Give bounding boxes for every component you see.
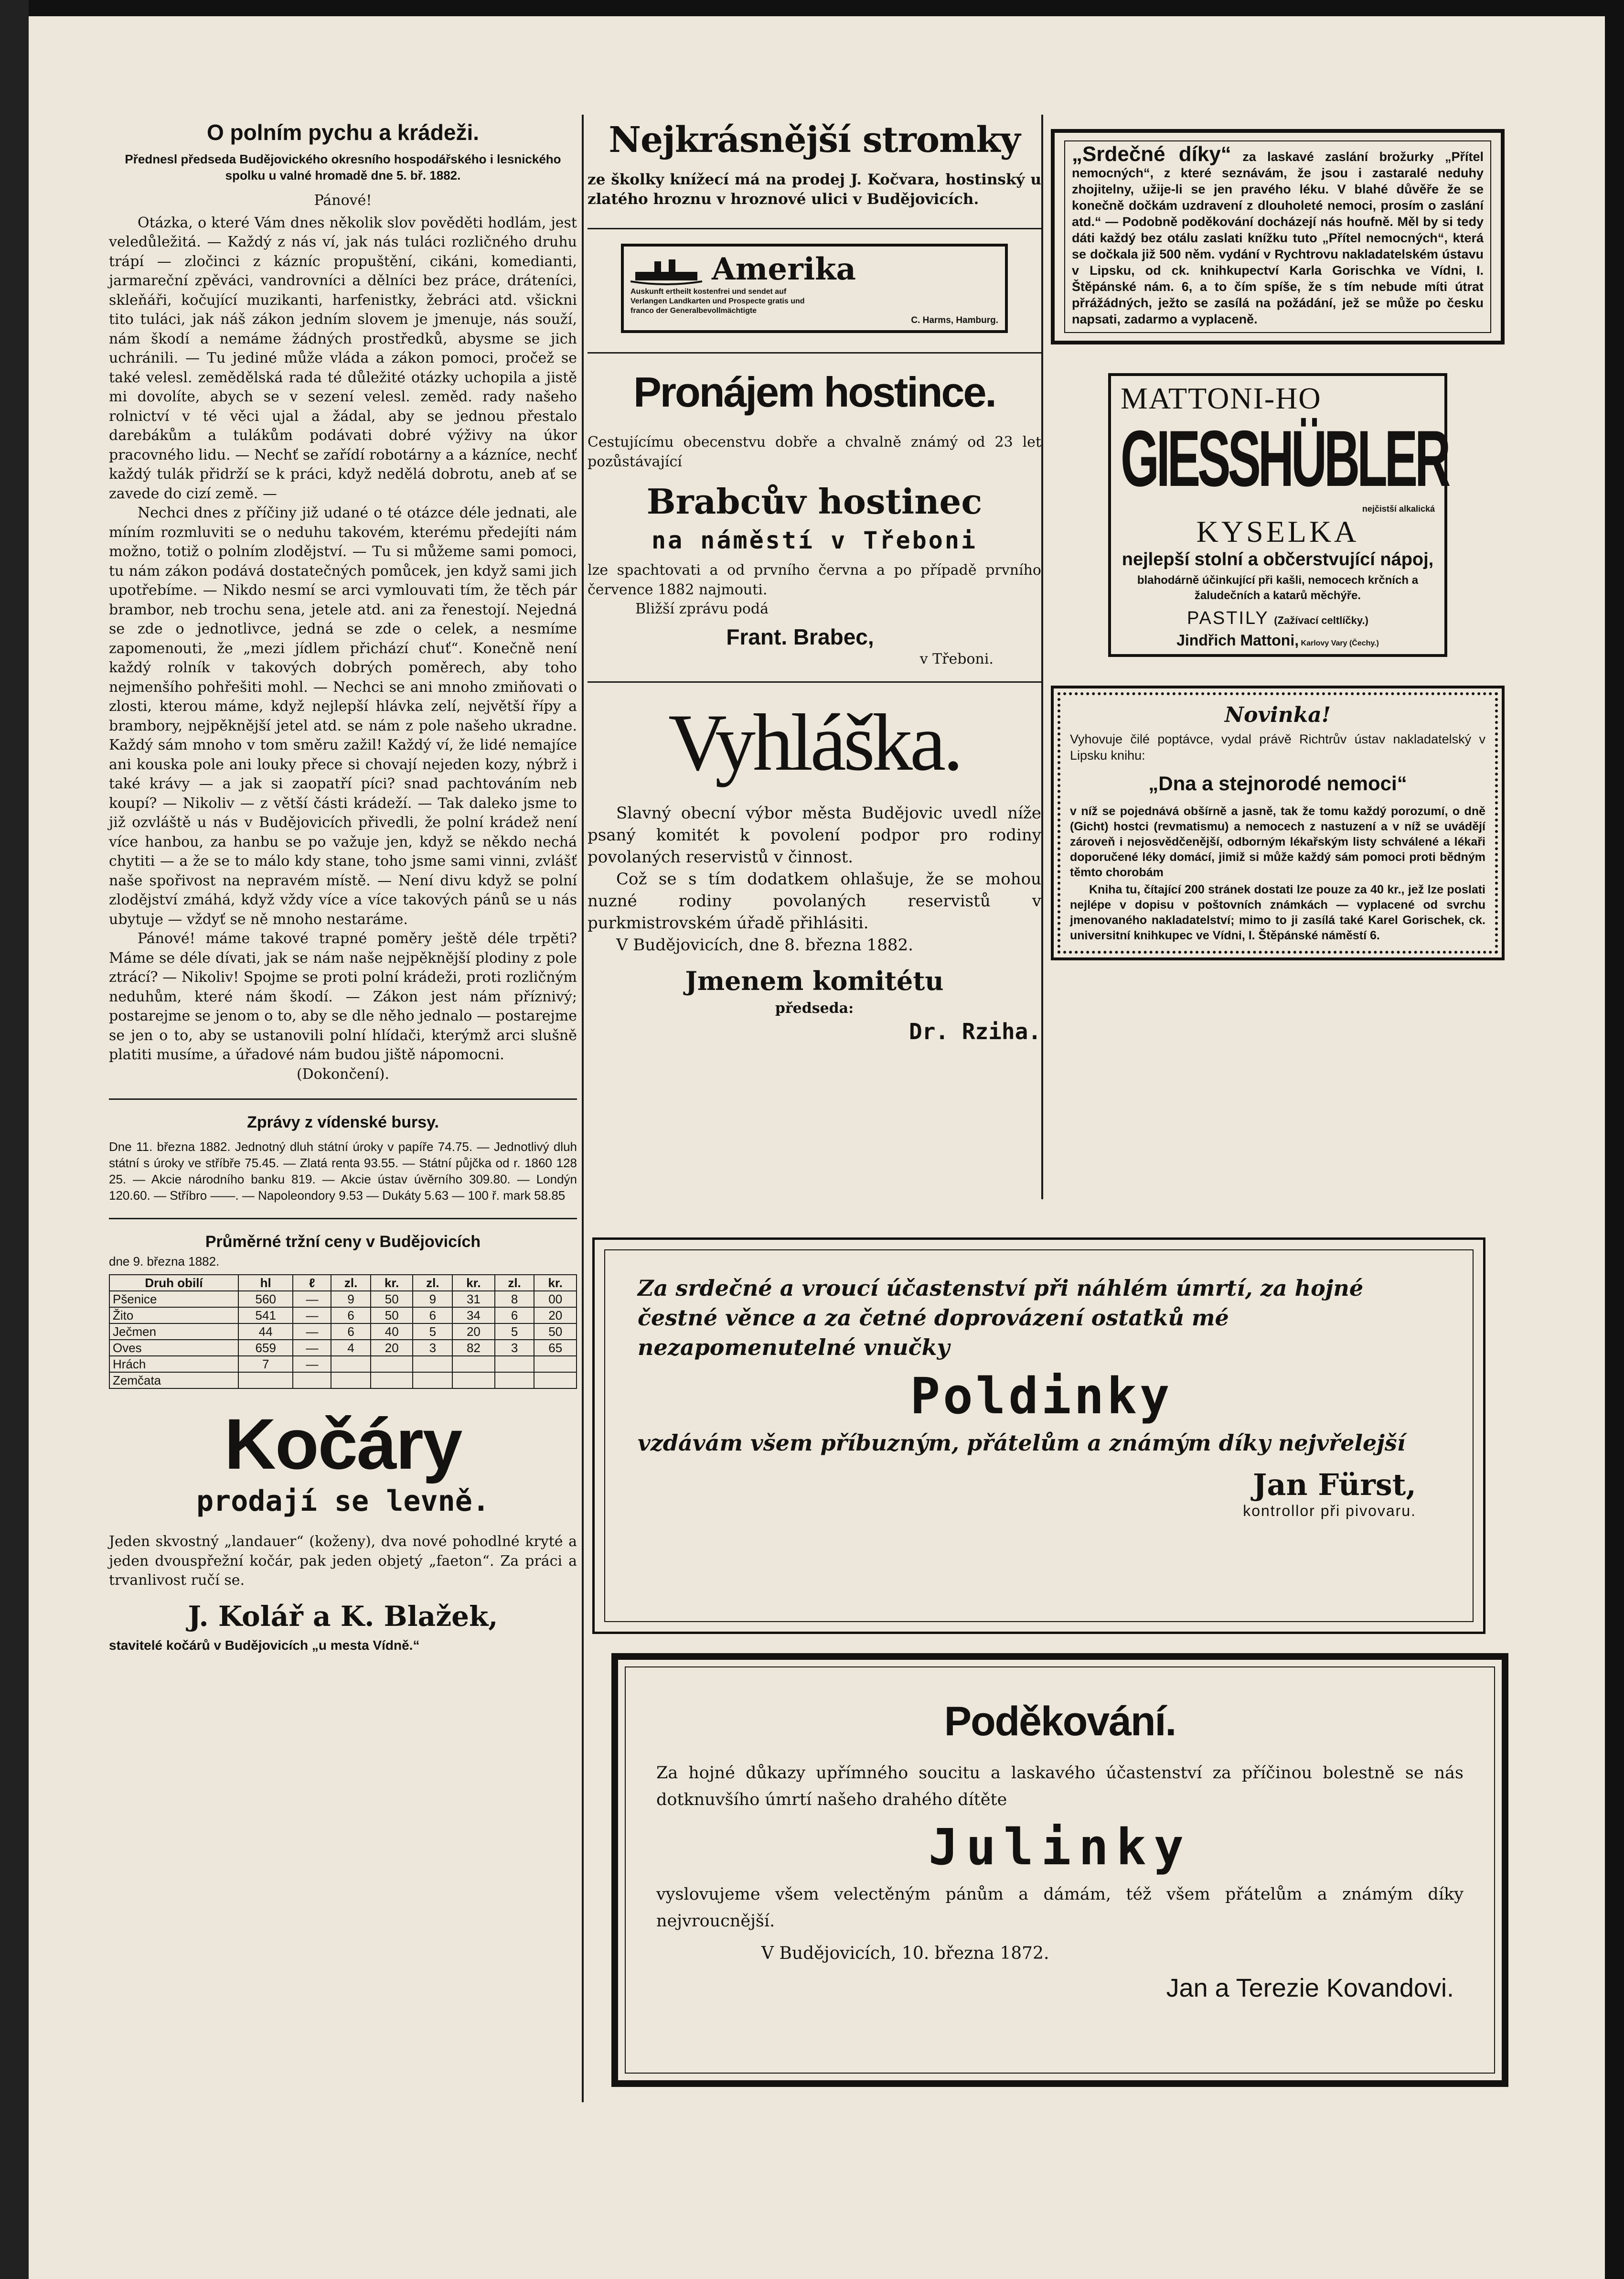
scan-edge-left <box>0 0 29 2279</box>
prices-cell: 4 <box>331 1340 371 1356</box>
prices-body <box>109 1291 577 1388</box>
divider <box>588 228 1041 229</box>
prices-cell: 44 <box>238 1323 293 1340</box>
prices-cell: 31 <box>452 1291 495 1307</box>
amerika-title: Amerika <box>712 251 856 287</box>
prices-cell: 659 <box>238 1340 293 1356</box>
column-rule-left <box>582 115 584 2102</box>
prices-cell <box>238 1372 293 1388</box>
vyhlaska-committee: Jmenem komitétu <box>685 966 944 996</box>
prices-cell: 20 <box>371 1340 413 1356</box>
divider <box>588 352 1041 354</box>
steamship-icon <box>630 253 702 286</box>
poldinky-text: Za srdečné a vroucí účastenství při náhlém úmrtí, za hojné čestné věnce a za četné doprovázení ostatků mé nezapomenutelné vnučky <box>638 1275 1364 1360</box>
prices-cell: 9 <box>331 1291 371 1307</box>
mattoni-slogan: nejlepší stolní a občerstvující nápoj, <box>1122 549 1434 570</box>
prices-cell: 6 <box>331 1307 371 1323</box>
article-paragraph: Pánové! máme takové trapné poměry ještě déle trpěti? Máme se déle dívati, jak se nám naše nejpěknější plodiny z pole ztrácí? — Nikoliv! Spojme se proti polní krádeži, proti rozličným neduhům, které nám škodí. — Zákon jest nám příznivý; postarejme se jenom o to, aby se dle něho jednalo — postarejme se jen o to, aby se ustanovili polní hlídači, kterýmž arci slušně platiti musíme, a úřadové nám budou jiště nápomocni. <box>109 930 577 1063</box>
prices-table <box>109 1274 577 1389</box>
kocary-firm: J. Kolář a K. Blažek, <box>188 1600 498 1633</box>
prices-header: kr. <box>371 1275 413 1291</box>
mattoni-maker: Jindřich Mattoni, <box>1176 632 1299 649</box>
prices-cell: 5 <box>495 1323 534 1340</box>
srdecne-body <box>1072 142 1484 327</box>
prices-cell: 3 <box>413 1340 452 1356</box>
julinky-date: V Budějovicích, 10. března 1872. <box>761 1944 1049 1963</box>
article-paragraph: Otázka, o které Vám dnes několik slov pověděti hodlám, jest veledůležitá. — Každý z nás ví, jak nás tuláci rozličného druhu trápí — zločinci z kázníc propuštění, cikáni, komedianti, jarmareční zpěváci, vandrovníci a dělníci bez práce, dráteníci, skleňáři, kočující muzikanti, harfenistky, žebráci atd. všickni tito tuláci, jak náš zákon jedním slovem je jmenuje, nás souží, nám škodí a nemáme žádných prostředků, abysme se jich uchránili. — Tu jediné může vláda a zákon pomoci, pročež se také velesl. zemědělská rada té důležité otázky uchopila a jistě mi dovolíte, abych se v sezení velesl. zeměd. rady našeho rolnictví v té věci ujal a žádal, aby se jednou přestalo darebákům a tulákům podávati dobré výživy na úkor pracovného lidu. — Nechť se zařídí robotárny a a kázníce, nechť každý tulák přidrží se k práci, když nedělá dobrotu, aneb ať se zavede do cizí země. — <box>109 214 577 502</box>
prices-cell: 541 <box>238 1307 293 1323</box>
prices-cell: 6 <box>413 1307 452 1323</box>
prices-row <box>109 1323 577 1340</box>
article-salutation: Pánové! <box>314 192 372 209</box>
julinky-name: Julinky <box>928 1818 1192 1876</box>
prices-cell: Ječmen <box>109 1323 238 1340</box>
prices-header: kr. <box>452 1275 495 1291</box>
prices-cell <box>413 1356 452 1372</box>
prices-header: zl. <box>331 1275 371 1291</box>
prices-cell: Pšenice <box>109 1291 238 1307</box>
vyhlaska-paragraph: Slavný obecní výbor města Budějovic uvedl níže psaný komitét k povolení podpor pro rodiny povolaných reservistů v činnost. <box>588 804 1041 867</box>
vyhlaska-date: V Budějovicích, dne 8. března 1882. <box>616 935 913 955</box>
column-rule-right <box>1041 115 1043 1199</box>
prices-cell: Hrách <box>109 1356 238 1372</box>
prices-cell: 34 <box>452 1307 495 1323</box>
prices-cell: 50 <box>371 1307 413 1323</box>
prices-title: Průměrné tržní ceny v Budějovicích <box>205 1233 481 1251</box>
hostinec-title: Pronájem hostince. <box>633 368 995 416</box>
prices-cell: 5 <box>413 1323 452 1340</box>
prices-row <box>109 1307 577 1323</box>
prices-cell: — <box>293 1323 331 1340</box>
stromky-title: Nejkrásnější stromky <box>609 119 1020 161</box>
divider <box>109 1098 577 1100</box>
hostinec-signer-place: v Třeboni. <box>919 650 994 667</box>
mattoni-brand: GIESSHÜBLER <box>1121 415 1448 504</box>
prices-cell <box>371 1356 413 1372</box>
poldinky-name: Poldinky <box>910 1367 1173 1425</box>
novinka-title: Novinka! <box>1224 703 1331 727</box>
prices-cell: — <box>293 1291 331 1307</box>
prices-cell <box>371 1372 413 1388</box>
prices-cell: 8 <box>495 1291 534 1307</box>
prices-row <box>109 1372 577 1388</box>
vyhlaska-chair: Dr. Rziha. <box>909 1018 1041 1044</box>
novinka-text: v níž se pojednává obšírně a jasně, tak že tomu každý porozumí, o dně (Gicht) hostci (revmatismu) a nemocech z nastuzení a v níž se uvádějí zároveň i nejosvědčenější, odborným lékařským listy schválené a lékaři doporučené léky domácí, jimiž si může každý sám pomoci proti bědným těmto chorobám <box>1070 805 1485 879</box>
prices-cell: 82 <box>452 1340 495 1356</box>
poldinky-notice <box>592 1237 1485 1634</box>
prices-cell: 20 <box>452 1323 495 1340</box>
julinky-title: Poděkování. <box>944 1698 1176 1744</box>
srdecne-text: za laskavé zaslání brožurky „Přítel nemocných“, z které seznávám, že jsou i zastaralé neduhy zhojitelny, užije-li se jen pravého léku. V blahé důvěře že se konečně dočkám uzdravení z dlouholeté nemoci, prosím o zaslání atd.“ — Podobně poděkování docházejí nás houfně. Měl by si tedy dáti každý bez otálu zaslati knížku tuto „Přítel nemocných“, která se dočkala již 500 něm. vydání v Rychtrovu nakladatelském ústavu v Lipsku, od ck. knihkupectví Karla Gorischka ve Vídni, I. Štěpánské nám. 6, a to čím spíše, že s tím nebude míti útrat přrážádných, ježto se zasílá na požádání, jež se může po česku napsati, zadarmo a vyplaceně. <box>1072 150 1484 326</box>
vyhlaska-title: Vyhláška. <box>668 698 961 787</box>
prices-cell <box>534 1372 577 1388</box>
prices-cell <box>495 1372 534 1388</box>
novinka-text: Vyhovuje čilé poptávce, vydal právě Richtrův ústav nakladatelský v Lipsku knihu: <box>1070 732 1485 763</box>
scan-edge-top <box>0 0 1624 16</box>
hostinec-place: na náměstí v Třeboni <box>651 527 978 554</box>
divider <box>588 681 1041 683</box>
prices-row <box>109 1340 577 1356</box>
article-intro: Přednesl předseda Budějovického okresního hospodářského i lesnického spolku u valné hromadě dne 5. bř. 1882. <box>125 152 561 183</box>
prices-cell: — <box>293 1340 331 1356</box>
article-body <box>109 191 577 1084</box>
kocary-subtitle: prodají se levně. <box>196 1484 490 1518</box>
prices-cell <box>452 1372 495 1388</box>
mattoni-desc: blahodárně účinkující při kašli, nemocech krčních a žaludečních a katarů měchýře. <box>1137 574 1419 602</box>
poldinky-signer: Jan Fürst, <box>1253 1467 1416 1502</box>
poldinky-text: vzdávám všem příbuzným, přátelům a známým díky nejvřelejší <box>638 1430 1406 1456</box>
prices-cell: 50 <box>371 1291 413 1307</box>
prices-header: kr. <box>534 1275 577 1291</box>
srdecne-title: „Srdečné díky“ <box>1072 142 1231 166</box>
kocary-title: Kočáry <box>224 1404 462 1484</box>
prices-cell: — <box>293 1356 331 1372</box>
hostinec-more: Bližší zprávu podá <box>635 601 769 617</box>
prices-cell: Zemčata <box>109 1372 238 1388</box>
bursa-text: Dne 11. března 1882. Jednotný dluh státní úroky v papíře 74.75. — Jednotlivý dluh státní s úroky ve stříbře 75.45. — Zlatá renta 93.55. — Státní půjčka od r. 1860 128 25. — Akcie národního banku 819. — Akcie ústav úvěrního 309.80. — Londýn 120.60. — Stříbro ——. — Napoleondory 9.53 — Dukáty 5.63 — 100 ř. mark 58.85 <box>109 1140 577 1203</box>
hostinec-text: lze spachtovati a od prvního června a po případě prvního července 1882 najmouti. <box>588 562 1041 598</box>
poldinky-signer-role: kontrollor při pivovaru. <box>1243 1502 1416 1519</box>
vyhlaska-paragraph: Což se s tím dodatkem ohlašuje, že se mohou nuzné rodiny povolaných reservistů v purkmistrovském úřadě přihlásiti. <box>588 870 1041 933</box>
srdecne-ad <box>1051 129 1505 344</box>
prices-cell <box>331 1356 371 1372</box>
mattoni-pastily: PASTILY <box>1187 608 1269 628</box>
prices-cell: 7 <box>238 1356 293 1372</box>
prices-cell <box>534 1356 577 1372</box>
novinka-text: Kniha tu, čítající 200 stránek dostati lze pouze za 40 kr., jež lze poslati nejlépe v dopisu v poštovních známkách — vyplacené od svrchu jmenovaného nakladatelství; mimo to ji zasílá také Karel Gorischek, ck. universitní knihkupec ve Vídni, I. Štěpánské náměstí 6. <box>1070 883 1485 942</box>
prices-header: Druh obilí <box>109 1275 238 1291</box>
column-1 <box>109 119 577 1654</box>
prices-cell <box>293 1372 331 1388</box>
prices-cell <box>413 1372 452 1388</box>
prices-date: dne 9. března 1882. <box>109 1254 220 1268</box>
julinky-text: Za hojné důkazy upřímného soucitu a laskavého účastenství za příčinou bolestně se nás dotknuvšího úmrtí našeho drahého dítěte <box>656 1763 1464 1809</box>
hostinec-signer: Frant. Brabec, <box>726 624 874 649</box>
vyhlaska-chair-label: předseda: <box>775 1000 854 1017</box>
scan-edge-right <box>1605 0 1624 2279</box>
vyhlaska-body <box>588 802 1041 956</box>
prices-cell: — <box>293 1307 331 1323</box>
article-paragraph: Nechci dnes z příčiny již udané o té otázce déle jednati, ale míním rozmluviti se o neduhu takovém, kterému předejíti nám možno, totiž o polním zlodějství. — Tu si můžeme sami pomoci, tu nám zákon podává dostatečných pomůcek, jen když sami jich upotřebíme. — Nikdo nesmí se arci vymlouvati tím, že těch pár brambor, neb trochu sena, jetele atd. ani za řenestojí. Nejedná se zde o jednotlivce, jedná se zde o celek, a nesmíme zapomenouti, že „mezi jídlem přichází chuť“. Konečně není každý rolník v takových dobrých poměrech, aby toho nejmenšího pohřešiti mohl. — Nechci se ani mnoho zmiňovati o zlosti, kterou máme, když nejlepší hlávka zelí, největší řípy a brambory, nejpěknější jetel atd. se nám z pole našeho ukradne. Každý sám mnoho v tom směru zažil! Každý ví, že lidé nemajíce ani kouska pole ani louky přece si chovají nejeden kozy, nýbrž i také krávy — a jak si zaopatří píci? snad pachtováním neb koupí? — Nikoliv — z větší části krádeží. — Tak daleko jsme to již ozvláště u nás v Budějovicích přivedli, že polní krádež není více hanbou, za hanbu se po važuje jen, když se někdo nechá chytiti — a že se to málo kdy stane, toho jsme sami vinni, zvlášť naše spořivost na nepravém místě. — Není divu když se polní zlodějství zmáhá, když vždy více a více takových pánů se u nás ubytuje — vždyť se ně mnoho nestaráme. <box>109 505 577 928</box>
prices-cell: Oves <box>109 1340 238 1356</box>
amerika-line: Verlangen Landkarten und Prospecte gratis und <box>630 297 805 305</box>
prices-header: zl. <box>413 1275 452 1291</box>
julinky-notice <box>611 1653 1508 2087</box>
prices-cell: 6 <box>495 1307 534 1323</box>
mattoni-pastily-note: (Zažívací celtlíčky.) <box>1274 614 1368 626</box>
article-continued: (Dokončení). <box>296 1065 390 1083</box>
stromky-text: ze školky knížecí má na prodej J. Kočvara, hostinský u zlatého hroznu v hroznové ulici v Budějovicích. <box>588 171 1041 208</box>
prices-header: ℓ <box>293 1275 331 1291</box>
prices-row <box>109 1291 577 1307</box>
amerika-line: Auskunft ertheilt kostenfrei und sendet auf <box>630 288 787 296</box>
prices-cell <box>495 1356 534 1372</box>
column-2 <box>588 119 1041 1044</box>
amerika-line: franco der Generalbevollmächtigte <box>630 307 757 315</box>
prices-cell: 20 <box>534 1307 577 1323</box>
prices-cell: 50 <box>534 1323 577 1340</box>
mattoni-ad <box>1108 373 1447 657</box>
mattoni-product: KYSELKA <box>1196 515 1359 548</box>
prices-cell: 9 <box>413 1291 452 1307</box>
hostinec-text: Cestujícímu obecenstvu dobře a chvalně známý od 23 let pozůstávající <box>588 434 1041 470</box>
prices-header: zl. <box>495 1275 534 1291</box>
amerika-agent: C. Harms, Hamburg. <box>911 315 998 325</box>
prices-cell: 65 <box>534 1340 577 1356</box>
prices-cell <box>452 1356 495 1372</box>
kocary-text: Jeden skvostný „landauer“ (koženy), dva nové pohodlné kryté a jeden dvouspřežní kočár, pak jeden objetý „faeton“. Za práci a trvanlivost ručí se. <box>109 1533 577 1589</box>
prices-cell: 560 <box>238 1291 293 1307</box>
novinka-ad <box>1051 686 1505 960</box>
kocary-address: stavitelé kočárů v Budějovicích „u mesta Vídně.“ <box>109 1637 420 1653</box>
mattoni-tag: nejčistší alkalická <box>1362 504 1435 514</box>
prices-cell: 40 <box>371 1323 413 1340</box>
hostinec-name: Brabcův hostinec <box>646 481 983 522</box>
mattoni-brand-top: MATTONI-HO <box>1121 381 1322 415</box>
mattoni-maker-place: Karlovy Vary (Čechy.) <box>1301 639 1379 647</box>
amerika-ad <box>621 244 1008 333</box>
prices-cell: 3 <box>495 1340 534 1356</box>
prices-cell: 00 <box>534 1291 577 1307</box>
prices-header: hl <box>238 1275 293 1291</box>
julinky-text: vyslovujeme všem velectěným pánům a dámám, též všem přátelům a známým díky nejvroucnější. <box>656 1885 1464 1931</box>
bursa-title: Zprávy z vídenské bursy. <box>247 1113 439 1131</box>
prices-cell: Žito <box>109 1307 238 1323</box>
julinky-signers: Jan a Terezie Kovandovi. <box>1166 1973 1454 2002</box>
column-3 <box>1051 119 1505 960</box>
prices-header-row <box>109 1275 577 1291</box>
article-title: O polním pychu a krádeži. <box>206 120 479 145</box>
prices-row <box>109 1356 577 1372</box>
novinka-book: „Dna a stejnorodé nemoci“ <box>1148 772 1407 795</box>
prices-cell <box>331 1372 371 1388</box>
prices-cell: 6 <box>331 1323 371 1340</box>
divider <box>109 1218 577 1219</box>
